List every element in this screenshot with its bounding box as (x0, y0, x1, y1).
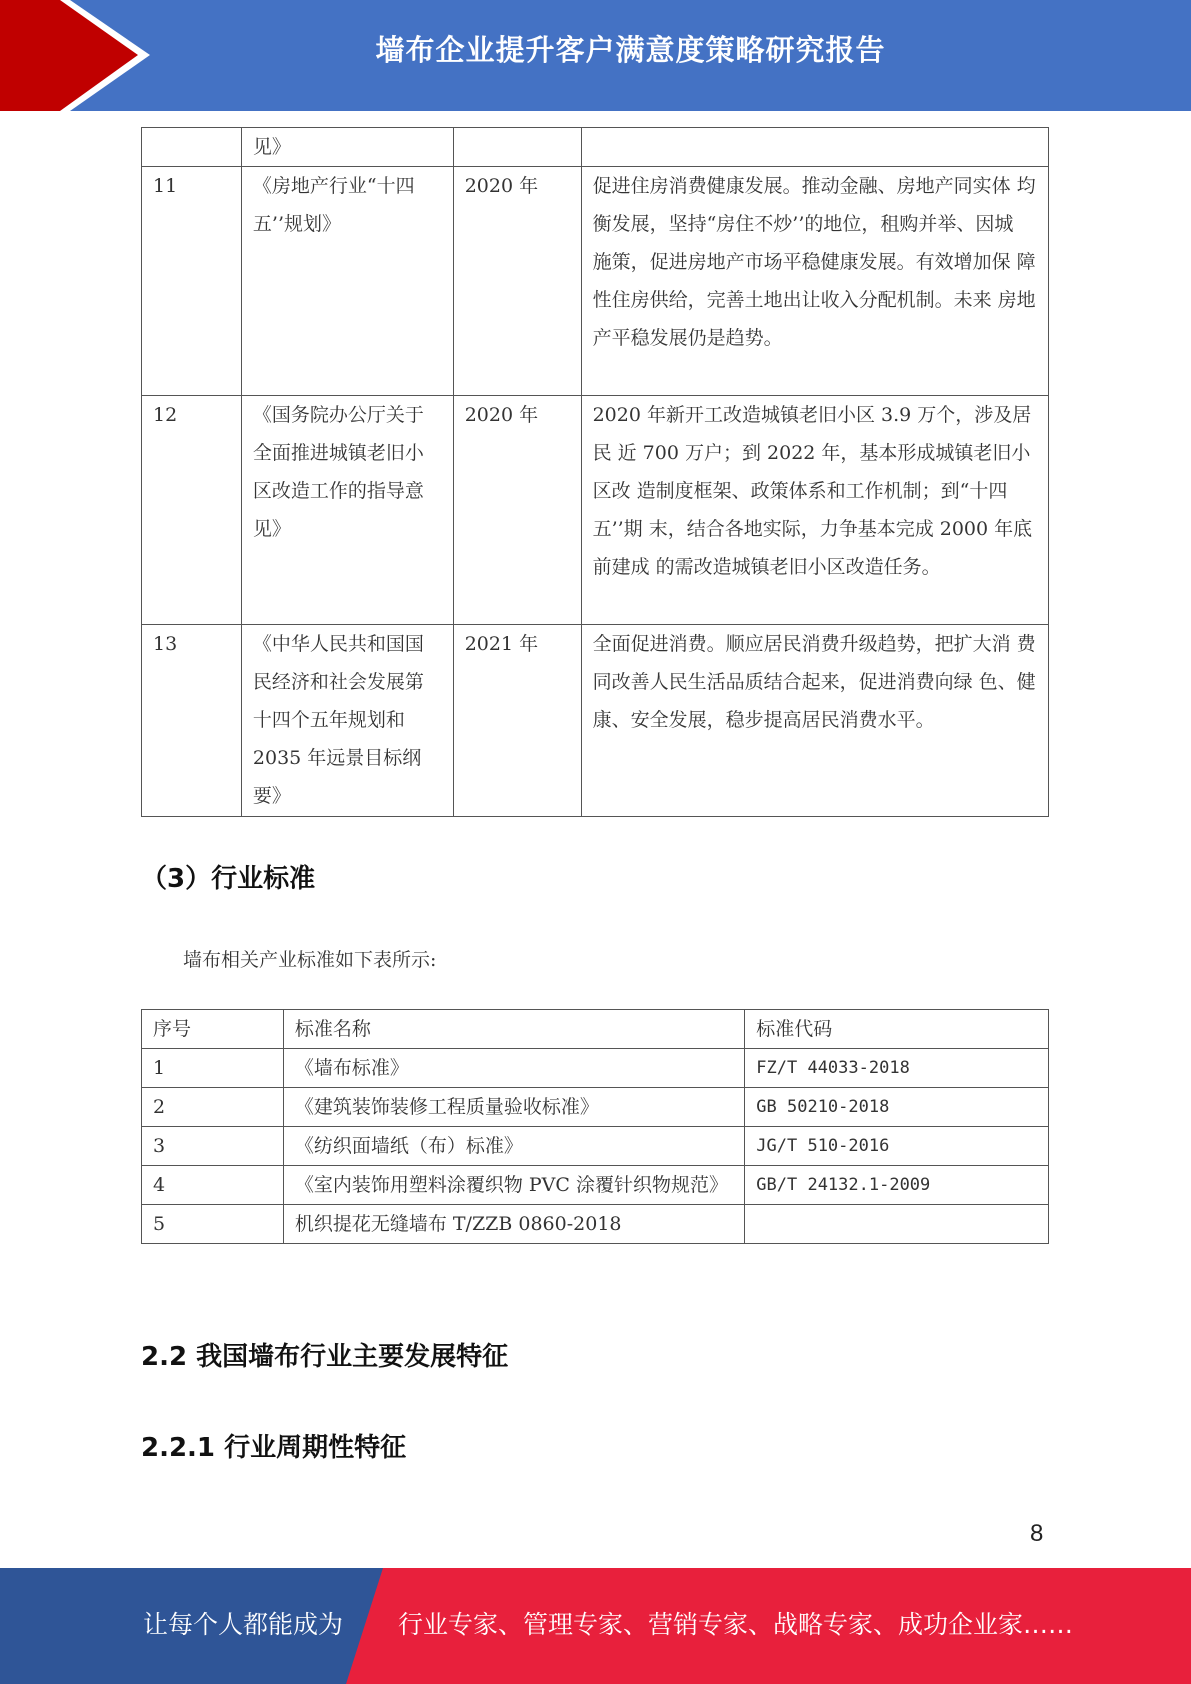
cell-content: 全面促进消费。顺应居民消费升级趋势，把扩大消 费同改善人民生活品质结合起来，促进消费向绿 色、健康、安全发展，稳步提高居民消费水平。 (581, 625, 1048, 817)
cell-no: 12 (142, 396, 242, 625)
cell-no: 13 (142, 625, 242, 817)
table-header-row (142, 1010, 1049, 1049)
column-header-name: 标准名称 (283, 1010, 744, 1049)
cell-no: 5 (142, 1205, 284, 1244)
cell-no: 11 (142, 167, 242, 396)
report-title: 墙布企业提升客户满意度策略研究报告 (375, 33, 886, 67)
cell-year (453, 128, 581, 167)
cell-standard-code (745, 1205, 1049, 1244)
table-row (142, 625, 1049, 817)
column-header-code: 标准代码 (745, 1010, 1049, 1049)
table-row (142, 1088, 1049, 1127)
table-row (142, 167, 1049, 396)
cell-policy-name: 《中华人民共和国国民经济和社会发展第十四个五年规划和 2035 年远景目标纲要》 (241, 625, 453, 817)
header-banner (0, 0, 1191, 111)
table-row (142, 1205, 1049, 1244)
page-number: 8 (1030, 1520, 1044, 1547)
cell-no: 2 (142, 1088, 284, 1127)
table-row (142, 1166, 1049, 1205)
footer-slogan-right: 行业专家、管理专家、营销专家、战略专家、成功企业家…… (398, 1610, 1074, 1639)
cell-policy-name: 《国务院办公厅关于全面推进城镇老旧小区改造工作的指导意见》 (241, 396, 453, 625)
section-heading: （3）行业标准 (141, 864, 316, 894)
cell-content: 2020 年新开工改造城镇老旧小区 3.9 万个，涉及居民 近 700 万户；到 2022 年，基本形成城镇老旧小区改 造制度框架、政策体系和工作机制；到“十四五’’期 末，结合各地实际，力争基本完成 2000 年底前建成 的需改造城镇老旧小区改造任务。 (581, 396, 1048, 625)
cell-standard-name: 《建筑装饰装修工程质量验收标准》 (283, 1088, 744, 1127)
cell-standard-code: GB/T 24132.1-2009 (745, 1166, 1049, 1205)
table-row (142, 128, 1049, 167)
cell-standard-name: 机织提花无缝墙布 T/ZZB 0860-2018 (283, 1205, 744, 1244)
cell-no (142, 128, 242, 167)
policy-table (141, 127, 1049, 817)
cell-standard-code: FZ/T 44033-2018 (745, 1049, 1049, 1088)
cell-standard-name: 《室内装饰用塑料涂覆织物 PVC 涂覆针织物规范》 (283, 1166, 744, 1205)
cell-no: 3 (142, 1127, 284, 1166)
table-row (142, 1049, 1049, 1088)
cell-standard-name: 《纺织面墙纸（布）标准》 (283, 1127, 744, 1166)
footer-slogan-left: 让每个人都能成为 (143, 1610, 344, 1639)
cell-standard-code: GB 50210-2018 (745, 1088, 1049, 1127)
subsection-heading: 2.2.1 行业周期性特征 (141, 1433, 407, 1463)
section-heading: 2.2 我国墙布行业主要发展特征 (141, 1342, 509, 1372)
cell-no: 4 (142, 1166, 284, 1205)
table-row (142, 1127, 1049, 1166)
cell-policy-name: 《房地产行业“十四五’’规划》 (241, 167, 453, 396)
cell-policy-name: 见》 (241, 128, 453, 167)
cell-standard-code: JG/T 510-2016 (745, 1127, 1049, 1166)
footer-banner (0, 1568, 1191, 1684)
cell-year: 2020 年 (453, 167, 581, 396)
standards-table (141, 1009, 1049, 1244)
intro-paragraph: 墙布相关产业标准如下表所示: (183, 949, 437, 971)
cell-content: 促进住房消费健康发展。推动金融、房地产同实体 均衡发展，坚持“房住不炒’’的地位，租购并举、因城 施策，促进房地产市场平稳健康发展。有效增加保 障性住房供给，完善土地出让收入分配机制。未来 房地产平稳发展仍是趋势。 (581, 167, 1048, 396)
cell-year: 2020 年 (453, 396, 581, 625)
cell-no: 1 (142, 1049, 284, 1088)
table-row (142, 396, 1049, 625)
cell-content (581, 128, 1048, 167)
column-header-no: 序号 (142, 1010, 284, 1049)
cell-standard-name: 《墙布标准》 (283, 1049, 744, 1088)
cell-year: 2021 年 (453, 625, 581, 817)
